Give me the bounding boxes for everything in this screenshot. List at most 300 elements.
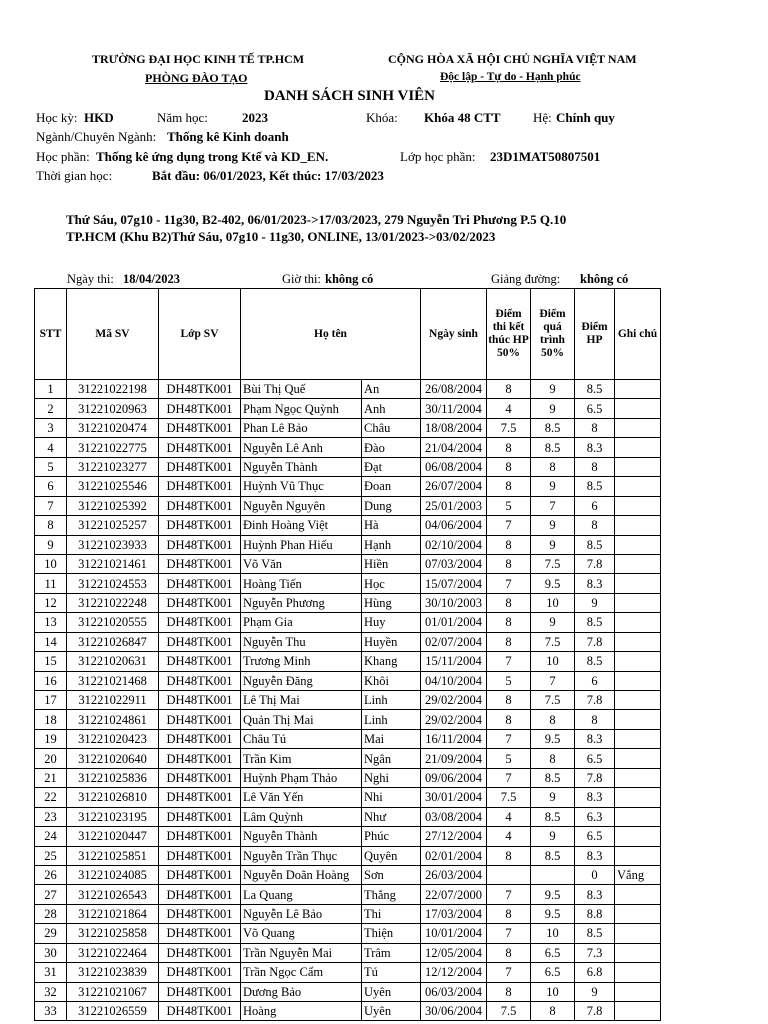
- cell-given-name: Ngân: [362, 749, 421, 768]
- cell-birthdate: 02/10/2004: [421, 535, 487, 554]
- cell-class: DH48TK001: [159, 788, 241, 807]
- cell-given-name: Uyên: [362, 982, 421, 1001]
- cell-note: [615, 613, 661, 632]
- cell-class: DH48TK001: [159, 457, 241, 476]
- cell-final-score: 7.8: [575, 554, 615, 573]
- system-value: Chính quy: [556, 110, 615, 125]
- cell-final-score: 8.3: [575, 885, 615, 904]
- header-exam-score: Điểm thi kết thúc HP 50%: [487, 289, 531, 380]
- cell-family-name: Trần Ngọc Cẩm: [241, 963, 362, 982]
- cell-stt: 30: [35, 943, 67, 962]
- cell-class: DH48TK001: [159, 827, 241, 846]
- motto: Độc lập - Tự do - Hạnh phúc: [440, 71, 581, 83]
- table-row: [35, 457, 661, 476]
- cell-given-name: Như: [362, 807, 421, 826]
- cell-student-id: 31221025851: [67, 846, 159, 865]
- table-row: [35, 477, 661, 496]
- cell-family-name: Nguyễn Đăng: [241, 671, 362, 690]
- cell-family-name: Nguyễn Lê Anh: [241, 438, 362, 457]
- cell-student-id: 31221022775: [67, 438, 159, 457]
- cell-stt: 33: [35, 1002, 67, 1021]
- cell-process-score: 7.5: [531, 554, 575, 573]
- cell-final-score: 8.3: [575, 574, 615, 593]
- cell-exam-score: 8: [487, 438, 531, 457]
- cell-process-score: 9.5: [531, 904, 575, 923]
- cell-process-score: 10: [531, 924, 575, 943]
- table-row: [35, 788, 661, 807]
- table-row: [35, 691, 661, 710]
- table-row: [35, 516, 661, 535]
- cell-given-name: Học: [362, 574, 421, 593]
- cell-family-name: Huỳnh Phan Hiếu: [241, 535, 362, 554]
- cell-stt: 1: [35, 380, 67, 399]
- cell-student-id: 31221023933: [67, 535, 159, 554]
- cell-process-score: 8: [531, 1002, 575, 1021]
- cell-final-score: 9: [575, 593, 615, 612]
- cell-family-name: Dương Bảo: [241, 982, 362, 1001]
- cell-student-id: 31221020631: [67, 652, 159, 671]
- cohort-value: Khóa 48 CTT: [424, 110, 501, 125]
- cell-process-score: 9: [531, 535, 575, 554]
- cell-birthdate: 06/08/2004: [421, 457, 487, 476]
- cell-family-name: Võ Quang: [241, 924, 362, 943]
- cell-given-name: Uyên: [362, 1002, 421, 1021]
- table-row: [35, 846, 661, 865]
- cell-family-name: Huỳnh Vũ Thục: [241, 477, 362, 496]
- cell-process-score: 9.5: [531, 574, 575, 593]
- cell-student-id: 31221024861: [67, 710, 159, 729]
- cell-given-name: Đoan: [362, 477, 421, 496]
- cell-birthdate: 03/08/2004: [421, 807, 487, 826]
- cell-birthdate: 10/01/2004: [421, 924, 487, 943]
- cell-exam-score: 7: [487, 574, 531, 593]
- table-row: [35, 593, 661, 612]
- cell-student-id: 31221025257: [67, 516, 159, 535]
- semester-label: Học kỳ:: [36, 110, 78, 125]
- cohort-label: Khóa:: [366, 110, 398, 125]
- cell-note: [615, 457, 661, 476]
- cell-given-name: Nhi: [362, 788, 421, 807]
- cell-stt: 7: [35, 496, 67, 515]
- time-value: Bắt đầu: 06/01/2023, Kết thúc: 17/03/2023: [152, 168, 384, 183]
- cell-note: Vắng: [615, 865, 661, 884]
- cell-student-id: 31221022464: [67, 943, 159, 962]
- cell-exam-score: 4: [487, 827, 531, 846]
- cell-process-score: 9: [531, 399, 575, 418]
- table-row: [35, 924, 661, 943]
- cell-birthdate: 30/01/2004: [421, 788, 487, 807]
- table-row: [35, 380, 661, 399]
- cell-class: DH48TK001: [159, 865, 241, 884]
- cell-given-name: Hiền: [362, 554, 421, 573]
- cell-process-score: 7.5: [531, 632, 575, 651]
- schedule-line-1: Thứ Sáu, 07g10 - 11g30, B2-402, 06/01/2023->17/03/2023, 279 Nguyễn Tri Phương P.5 Q.10: [66, 212, 567, 227]
- cell-class: DH48TK001: [159, 710, 241, 729]
- header-process-score: Điểm quá trình 50%: [531, 289, 575, 380]
- table-body: [35, 380, 661, 1021]
- cell-exam-score: 8: [487, 457, 531, 476]
- cell-student-id: 31221021468: [67, 671, 159, 690]
- header-stt: STT: [35, 289, 67, 380]
- cell-student-id: 31221025392: [67, 496, 159, 515]
- cell-note: [615, 418, 661, 437]
- cell-stt: 11: [35, 574, 67, 593]
- cell-given-name: Hạnh: [362, 535, 421, 554]
- table-row: [35, 496, 661, 515]
- student-table: [34, 288, 661, 1021]
- cell-class: DH48TK001: [159, 749, 241, 768]
- cell-process-score: 8.5: [531, 807, 575, 826]
- cell-note: [615, 632, 661, 651]
- cell-family-name: Phạm Ngọc Quỳnh: [241, 399, 362, 418]
- cell-process-score: 6.5: [531, 943, 575, 962]
- cell-note: [615, 904, 661, 923]
- cell-process-score: 10: [531, 982, 575, 1001]
- cell-final-score: 7.8: [575, 632, 615, 651]
- table-header-row: [35, 289, 661, 380]
- cell-class: DH48TK001: [159, 729, 241, 748]
- table-row: [35, 418, 661, 437]
- cell-exam-score: 8: [487, 613, 531, 632]
- office-name: PHÒNG ĐÀO TẠO: [145, 71, 248, 85]
- cell-exam-score: 8: [487, 710, 531, 729]
- cell-family-name: Nguyễn Thu: [241, 632, 362, 651]
- cell-exam-score: 7: [487, 768, 531, 787]
- cell-note: [615, 807, 661, 826]
- cell-process-score: 9: [531, 380, 575, 399]
- cell-final-score: 8.8: [575, 904, 615, 923]
- cell-given-name: Nghi: [362, 768, 421, 787]
- cell-final-score: 8.3: [575, 846, 615, 865]
- cell-family-name: Lê Thị Mai: [241, 691, 362, 710]
- table-row: [35, 399, 661, 418]
- cell-final-score: 6: [575, 496, 615, 515]
- table-row: [35, 710, 661, 729]
- cell-family-name: Nguyễn Thành: [241, 457, 362, 476]
- cell-given-name: Tú: [362, 963, 421, 982]
- cell-final-score: 8.3: [575, 788, 615, 807]
- cell-exam-score: 7: [487, 924, 531, 943]
- table-row: [35, 613, 661, 632]
- cell-exam-score: 8: [487, 904, 531, 923]
- cell-exam-score: 8: [487, 691, 531, 710]
- cell-student-id: 31221020447: [67, 827, 159, 846]
- semester-value: HKD: [84, 110, 114, 125]
- cell-process-score: 8.5: [531, 418, 575, 437]
- cell-birthdate: 02/01/2004: [421, 846, 487, 865]
- cell-process-score: 9.5: [531, 885, 575, 904]
- cell-given-name: Hùng: [362, 593, 421, 612]
- cell-family-name: Trần Kim: [241, 749, 362, 768]
- cell-note: [615, 963, 661, 982]
- cell-given-name: Huy: [362, 613, 421, 632]
- cell-stt: 31: [35, 963, 67, 982]
- cell-birthdate: 12/05/2004: [421, 943, 487, 962]
- cell-class: DH48TK001: [159, 924, 241, 943]
- cell-class: DH48TK001: [159, 593, 241, 612]
- cell-given-name: Dung: [362, 496, 421, 515]
- cell-birthdate: 26/08/2004: [421, 380, 487, 399]
- cell-class: DH48TK001: [159, 380, 241, 399]
- cell-given-name: Thi: [362, 904, 421, 923]
- cell-class: DH48TK001: [159, 671, 241, 690]
- cell-note: [615, 593, 661, 612]
- cell-process-score: 7: [531, 671, 575, 690]
- cell-note: [615, 943, 661, 962]
- cell-final-score: 6.5: [575, 399, 615, 418]
- cell-student-id: 31221026847: [67, 632, 159, 651]
- cell-process-score: 9: [531, 477, 575, 496]
- cell-class: DH48TK001: [159, 807, 241, 826]
- table-row: [35, 943, 661, 962]
- cell-given-name: Khang: [362, 652, 421, 671]
- cell-class: DH48TK001: [159, 399, 241, 418]
- cell-stt: 29: [35, 924, 67, 943]
- cell-given-name: Sơn: [362, 865, 421, 884]
- cell-class: DH48TK001: [159, 574, 241, 593]
- cell-birthdate: 27/12/2004: [421, 827, 487, 846]
- cell-birthdate: 29/02/2004: [421, 691, 487, 710]
- cell-class: DH48TK001: [159, 691, 241, 710]
- cell-exam-score: 7: [487, 652, 531, 671]
- cell-given-name: Châu: [362, 418, 421, 437]
- cell-stt: 3: [35, 418, 67, 437]
- cell-stt: 26: [35, 865, 67, 884]
- cell-family-name: Trương Minh: [241, 652, 362, 671]
- cell-family-name: Hoàng Tiến: [241, 574, 362, 593]
- exam-date-value: 18/04/2023: [123, 272, 180, 286]
- cell-birthdate: 17/03/2004: [421, 904, 487, 923]
- cell-student-id: 31221020474: [67, 418, 159, 437]
- cell-process-score: 9: [531, 516, 575, 535]
- header-class: Lớp SV: [159, 289, 241, 380]
- cell-process-score: 8.5: [531, 438, 575, 457]
- cell-class: DH48TK001: [159, 943, 241, 962]
- cell-stt: 15: [35, 652, 67, 671]
- year-value: 2023: [242, 110, 268, 125]
- cell-exam-score: 8: [487, 943, 531, 962]
- document-title: DANH SÁCH SINH VIÊN: [264, 88, 436, 104]
- cell-birthdate: 01/01/2004: [421, 613, 487, 632]
- cell-note: [615, 691, 661, 710]
- cell-given-name: Đạt: [362, 457, 421, 476]
- cell-exam-score: 8: [487, 593, 531, 612]
- cell-class: DH48TK001: [159, 904, 241, 923]
- school-name: TRƯỜNG ĐẠI HỌC KINH TẾ TP.HCM: [92, 52, 305, 66]
- cell-birthdate: 18/08/2004: [421, 418, 487, 437]
- cell-birthdate: 15/07/2004: [421, 574, 487, 593]
- table-row: [35, 1002, 661, 1021]
- cell-stt: 27: [35, 885, 67, 904]
- cell-student-id: 31221020423: [67, 729, 159, 748]
- cell-exam-score: 8: [487, 554, 531, 573]
- cell-family-name: Nguyễn Trần Thục: [241, 846, 362, 865]
- cell-process-score: 7: [531, 496, 575, 515]
- year-label: Năm học:: [157, 110, 208, 125]
- cell-birthdate: 07/03/2004: [421, 554, 487, 573]
- cell-class: DH48TK001: [159, 418, 241, 437]
- cell-final-score: 0: [575, 865, 615, 884]
- cell-class: DH48TK001: [159, 632, 241, 651]
- cell-process-score: 9: [531, 827, 575, 846]
- schedule-line-2: TP.HCM (Khu B2)Thứ Sáu, 07g10 - 11g30, ONLINE, 13/01/2023->03/02/2023: [66, 229, 496, 244]
- cell-family-name: Lê Văn Yến: [241, 788, 362, 807]
- cell-stt: 6: [35, 477, 67, 496]
- cell-note: [615, 846, 661, 865]
- cell-given-name: Quyên: [362, 846, 421, 865]
- cell-final-score: 8.5: [575, 613, 615, 632]
- cell-note: [615, 380, 661, 399]
- cell-exam-score: 5: [487, 749, 531, 768]
- cell-birthdate: 06/03/2004: [421, 982, 487, 1001]
- cell-given-name: Anh: [362, 399, 421, 418]
- cell-student-id: 31221025836: [67, 768, 159, 787]
- cell-process-score: 10: [531, 593, 575, 612]
- cell-class: DH48TK001: [159, 846, 241, 865]
- cell-family-name: La Quang: [241, 885, 362, 904]
- cell-family-name: Đinh Hoàng Việt: [241, 516, 362, 535]
- class-code: 23D1MAT50807501: [490, 149, 601, 164]
- cell-stt: 22: [35, 788, 67, 807]
- table-row: [35, 632, 661, 651]
- cell-final-score: 8.3: [575, 729, 615, 748]
- cell-stt: 25: [35, 846, 67, 865]
- cell-exam-score: 8: [487, 982, 531, 1001]
- cell-student-id: 31221021864: [67, 904, 159, 923]
- cell-stt: 19: [35, 729, 67, 748]
- cell-given-name: Đào: [362, 438, 421, 457]
- table-row: [35, 982, 661, 1001]
- cell-final-score: 8.5: [575, 924, 615, 943]
- country-name: CỘNG HÒA XÃ HỘI CHỦ NGHĨA VIỆT NAM: [388, 52, 637, 66]
- cell-exam-score: 8: [487, 535, 531, 554]
- table-row: [35, 671, 661, 690]
- cell-exam-score: 7: [487, 516, 531, 535]
- cell-student-id: 31221020555: [67, 613, 159, 632]
- cell-family-name: Võ Văn: [241, 554, 362, 573]
- cell-family-name: Nguyễn Nguyên: [241, 496, 362, 515]
- cell-student-id: 31221026543: [67, 885, 159, 904]
- cell-given-name: Mai: [362, 729, 421, 748]
- cell-note: [615, 574, 661, 593]
- table-row: [35, 904, 661, 923]
- cell-process-score: [531, 865, 575, 884]
- cell-student-id: 31221022911: [67, 691, 159, 710]
- cell-student-id: 31221021461: [67, 554, 159, 573]
- cell-final-score: 7.3: [575, 943, 615, 962]
- cell-stt: 5: [35, 457, 67, 476]
- cell-stt: 24: [35, 827, 67, 846]
- table-row: [35, 729, 661, 748]
- cell-family-name: Phạm Gia: [241, 613, 362, 632]
- cell-stt: 32: [35, 982, 67, 1001]
- cell-stt: 12: [35, 593, 67, 612]
- cell-student-id: 31221025546: [67, 477, 159, 496]
- cell-stt: 17: [35, 691, 67, 710]
- cell-note: [615, 710, 661, 729]
- cell-stt: 21: [35, 768, 67, 787]
- cell-given-name: Thắng: [362, 885, 421, 904]
- cell-birthdate: 09/06/2004: [421, 768, 487, 787]
- cell-birthdate: 21/09/2004: [421, 749, 487, 768]
- cell-student-id: 31221021067: [67, 982, 159, 1001]
- cell-final-score: 6.8: [575, 963, 615, 982]
- cell-note: [615, 885, 661, 904]
- cell-birthdate: 30/10/2003: [421, 593, 487, 612]
- cell-process-score: 7.5: [531, 691, 575, 710]
- cell-final-score: 8: [575, 710, 615, 729]
- cell-class: DH48TK001: [159, 1002, 241, 1021]
- cell-given-name: Trâm: [362, 943, 421, 962]
- cell-process-score: 9: [531, 613, 575, 632]
- cell-exam-score: 4: [487, 399, 531, 418]
- cell-stt: 16: [35, 671, 67, 690]
- cell-note: [615, 535, 661, 554]
- cell-given-name: Linh: [362, 691, 421, 710]
- cell-stt: 20: [35, 749, 67, 768]
- cell-exam-score: 8: [487, 380, 531, 399]
- cell-student-id: 31221022248: [67, 593, 159, 612]
- cell-exam-score: 7.5: [487, 1002, 531, 1021]
- cell-stt: 23: [35, 807, 67, 826]
- cell-final-score: 8: [575, 418, 615, 437]
- cell-exam-score: [487, 865, 531, 884]
- cell-student-id: 31221022198: [67, 380, 159, 399]
- cell-note: [615, 768, 661, 787]
- cell-family-name: Trần Nguyễn Mai: [241, 943, 362, 962]
- cell-exam-score: 5: [487, 496, 531, 515]
- cell-family-name: Quản Thị Mai: [241, 710, 362, 729]
- cell-exam-score: 8: [487, 846, 531, 865]
- cell-note: [615, 399, 661, 418]
- system-label: Hệ:: [533, 110, 552, 125]
- cell-given-name: Phúc: [362, 827, 421, 846]
- cell-student-id: 31221023839: [67, 963, 159, 982]
- cell-stt: 9: [35, 535, 67, 554]
- cell-process-score: 10: [531, 652, 575, 671]
- cell-note: [615, 671, 661, 690]
- cell-student-id: 31221023195: [67, 807, 159, 826]
- cell-note: [615, 749, 661, 768]
- cell-given-name: Khôi: [362, 671, 421, 690]
- cell-process-score: 8.5: [531, 846, 575, 865]
- cell-stt: 2: [35, 399, 67, 418]
- table-row: [35, 963, 661, 982]
- cell-note: [615, 1002, 661, 1021]
- cell-class: DH48TK001: [159, 438, 241, 457]
- cell-class: DH48TK001: [159, 554, 241, 573]
- course-label: Học phần:: [36, 149, 90, 164]
- cell-process-score: 9: [531, 788, 575, 807]
- cell-note: [615, 438, 661, 457]
- cell-class: DH48TK001: [159, 496, 241, 515]
- cell-exam-score: 7: [487, 885, 531, 904]
- cell-student-id: 31221020963: [67, 399, 159, 418]
- cell-stt: 8: [35, 516, 67, 535]
- cell-note: [615, 788, 661, 807]
- cell-family-name: Nguyễn Thành: [241, 827, 362, 846]
- cell-process-score: 9.5: [531, 729, 575, 748]
- major-value: Thống kê Kinh doanh: [167, 129, 289, 144]
- cell-family-name: Nguyễn Doãn Hoàng: [241, 865, 362, 884]
- cell-final-score: 8.5: [575, 535, 615, 554]
- cell-process-score: 8: [531, 710, 575, 729]
- cell-process-score: 8: [531, 457, 575, 476]
- cell-class: DH48TK001: [159, 652, 241, 671]
- cell-stt: 10: [35, 554, 67, 573]
- cell-exam-score: 4: [487, 807, 531, 826]
- cell-class: DH48TK001: [159, 885, 241, 904]
